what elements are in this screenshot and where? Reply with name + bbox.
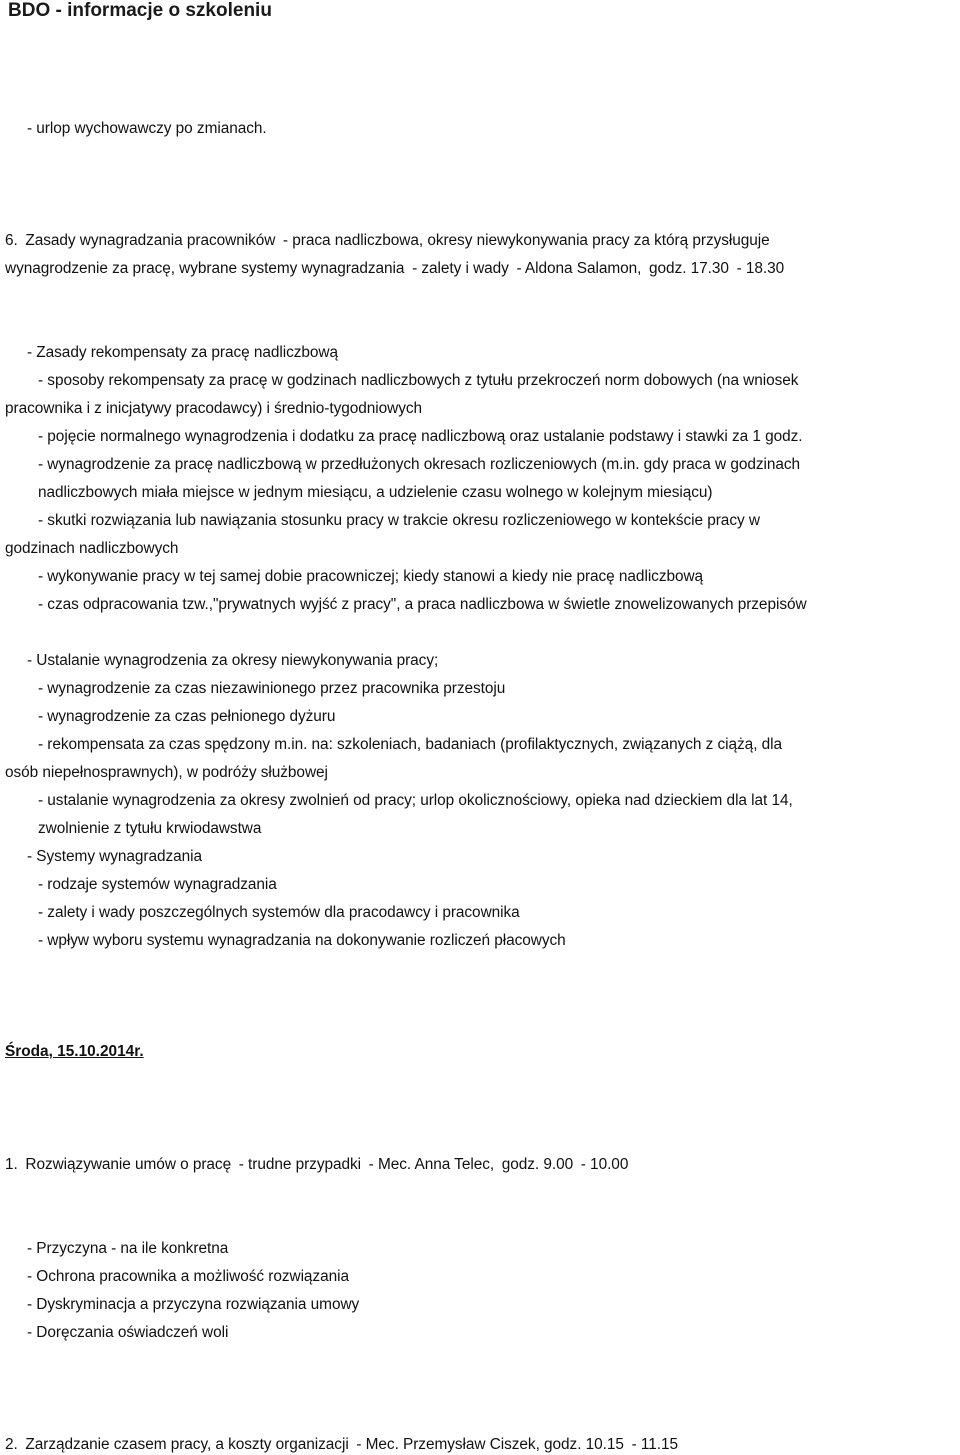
list-item: - skutki rozwiązania lub nawiązania stosunku pracy w trakcie okresu rozliczeniowego w kontekście pracy w [38,512,760,529]
text-line: godzinach nadliczbowych [5,540,179,557]
date-heading: Środa, 15.10.2014r. [5,1043,144,1060]
list-item: - pojęcie normalnego wynagrodzenia i dodatku za pracę nadliczbową oraz ustalanie podstawy i stawki za 1 godz. [38,428,803,445]
list-item: - Systemy wynagradzania [27,848,203,865]
list-item: - Doręczania oświadczeń woli [27,1324,229,1341]
list-item: - wynagrodzenie za czas niezawinionego przez pracownika przestoju [38,680,506,697]
list-item: - wykonywanie pracy w tej samej dobie pracowniczej; kiedy stanowi a kiedy nie pracę nadliczbową [38,568,704,585]
list-item: - Przyczyna - na ile konkretna [27,1240,229,1257]
section-heading: 1. Rozwiązywanie umów o pracę - trudne przypadki - Mec. Anna Telec, godz. 9.00 - 10.00 [5,1156,629,1173]
list-item: - Dyskryminacja a przyczyna rozwiązania umowy [27,1296,360,1313]
list-item: - rekompensata za czas spędzony m.in. na: szkoleniach, badaniach (profilaktycznych, związanych z ciążą, dla [38,736,783,753]
list-item: - rodzaje systemów wynagradzania [38,876,277,893]
text-line: pracownika i z inicjatywy pracodawcy) i średnio-tygodniowych [5,400,422,417]
list-item: - Ustalanie wynagrodzenia za okresy niewykonywania pracy; [27,652,439,669]
list-item: - zalety i wady poszczególnych systemów dla pracodawcy i pracownika [38,904,535,921]
list-item: - ustalanie wynagrodzenia za okresy zwolnień od pracy; urlop okolicznościowy, opieka nad dzieckiem dla lat 14, [38,792,793,809]
text-line: osób niepełnosprawnych), w podróży służbowej [5,764,328,781]
section-heading: 2. Zarządzanie czasem pracy, a koszty organizacji - Mec. Przemysław Ciszek, godz. 10.15 - 11.15 [5,1436,678,1453]
text-line: nadliczbowych miała miejsce w jednym miesiącu, a udzielenie czasu wolnego w kolejnym miesiącu) [38,484,713,501]
section-heading: 6. Zasady wynagradzania pracowników - praca nadliczbowa, okresy niewykonywania pracy za którą przysługuje [5,232,770,249]
list-item: - wynagrodzenie za pracę nadliczbową w przedłużonych okresach rozliczeniowych (m.in. gdy praca w godzinach [38,456,801,473]
list-item: - Ochrona pracownika a możliwość rozwiązania [27,1268,349,1285]
text-line: - urlop wychowawczy po zmianach. [27,120,267,137]
list-item: - czas odpracowania tzw.,"prywatnych wyjść z pracy", a praca nadliczbowa w świetle znowelizowanych przepisów [38,596,807,613]
section-heading: wynagrodzenie za pracę, wybrane systemy wynagradzania - zalety i wady - Aldona Salamon, godz. 17.30 - 18.30 [5,260,785,277]
text-line: zwolnienie z tytułu krwiodawstwa [38,820,262,837]
list-item: - wpływ wyboru systemu wynagradzania na dokonywanie rozliczeń płacowych [38,932,566,949]
list-item: - Zasady rekompensaty za pracę nadliczbową [27,344,338,361]
document-title: BDO - informacje o szkoleniu [8,0,272,21]
list-item: - wynagrodzenie za czas pełnionego dyżuru [38,708,336,725]
list-item: - sposoby rekompensaty za pracę w godzinach nadliczbowych z tytułu przekroczeń norm dobowych (na wniosek [38,372,799,389]
